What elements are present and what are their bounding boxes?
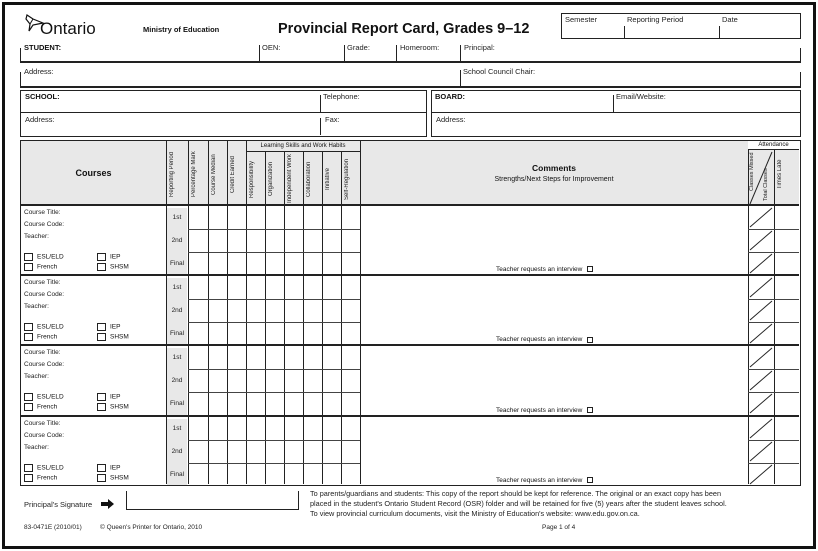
checkbox-label: ESL/ELD bbox=[37, 253, 64, 261]
checkbox-label: SHSM bbox=[110, 404, 129, 412]
period-divider bbox=[188, 369, 360, 370]
collaboration-header: Collaboration bbox=[306, 161, 312, 197]
board-address-label: Address: bbox=[436, 115, 466, 124]
checkbox-label: ESL/ELD bbox=[37, 394, 64, 402]
attendance-slash-icon bbox=[748, 322, 774, 345]
arrow-right-icon bbox=[101, 499, 115, 509]
checkbox-label: SHSM bbox=[110, 333, 129, 341]
attendance-slash-icon bbox=[748, 229, 774, 252]
ministry-name: Ministry of Education bbox=[143, 25, 220, 34]
responsibility-header: Responsibility bbox=[249, 160, 255, 198]
checkbox-french[interactable] bbox=[24, 474, 57, 482]
checkbox-shsm[interactable] bbox=[97, 333, 129, 341]
course-title-label: Course Title: bbox=[24, 419, 61, 427]
period-label: 1st bbox=[172, 214, 182, 221]
period-label: 2nd bbox=[171, 447, 183, 455]
checkbox-iep[interactable] bbox=[97, 464, 120, 472]
teacher-label: Teacher: bbox=[24, 303, 49, 311]
checkbox-box[interactable] bbox=[97, 403, 106, 411]
divider bbox=[800, 72, 801, 86]
reporting-period-label: Reporting Period bbox=[627, 15, 684, 24]
student-address-label: Address: bbox=[24, 67, 54, 76]
checkbox-box[interactable] bbox=[24, 323, 33, 331]
student-label: STUDENT: bbox=[24, 43, 62, 52]
interview-label: Teacher requests an interview bbox=[496, 336, 583, 344]
checkbox-esl-eld[interactable] bbox=[24, 323, 64, 331]
semester-label: Semester bbox=[565, 15, 598, 24]
lswh-header: Learning Skills and Work Habits bbox=[246, 141, 360, 152]
period-label: Final bbox=[169, 400, 185, 408]
divider bbox=[20, 61, 801, 63]
attendance-header: Attendance bbox=[748, 141, 799, 150]
telephone-label: Telephone: bbox=[323, 92, 360, 101]
checkbox-label: IEP bbox=[110, 253, 121, 261]
checkbox-label: French bbox=[37, 404, 58, 412]
checkbox-shsm[interactable] bbox=[97, 403, 129, 411]
checkbox-box[interactable] bbox=[97, 323, 106, 331]
attendance-slash-icon bbox=[748, 463, 774, 486]
checkbox-label: SHSM bbox=[110, 474, 129, 482]
signature-label: Principal's Signature bbox=[24, 500, 93, 509]
checkbox-box[interactable] bbox=[24, 253, 33, 261]
teacher-interview-request[interactable] bbox=[496, 407, 593, 414]
notice-line-1: To parents/guardians and students: This copy of the report should be kept for reference. The original or an exact copy has been bbox=[310, 489, 722, 498]
checkbox-label: French bbox=[37, 263, 58, 271]
teacher-interview-request[interactable] bbox=[496, 266, 593, 273]
checkbox-box[interactable] bbox=[24, 464, 33, 472]
classes-missed-header: Classes Missed bbox=[749, 152, 755, 192]
divider bbox=[719, 26, 720, 38]
checkbox-label: ESL/ELD bbox=[37, 323, 64, 331]
page-title: Provincial Report Card, Grades 9–12 bbox=[278, 21, 530, 37]
course-code-label: Course Code: bbox=[24, 291, 65, 299]
school-address-label: Address: bbox=[25, 115, 55, 124]
signature-field[interactable] bbox=[126, 491, 299, 510]
checkbox-box[interactable] bbox=[24, 403, 33, 411]
checkbox-french[interactable] bbox=[24, 333, 57, 341]
notice-line-2: placed in the student's Ontario Student Record (OSR) folder and will be retained for five (5) years after the student leaves school. bbox=[310, 499, 727, 508]
attendance-slash-icon bbox=[748, 417, 774, 440]
period-label: 2nd bbox=[171, 307, 183, 315]
checkbox-box[interactable] bbox=[97, 474, 106, 482]
self-regulation-header: Self-Regulation bbox=[344, 158, 350, 200]
attendance-slash-icon bbox=[748, 150, 774, 206]
comments-subheader: Strengths/Next Steps for Improvement bbox=[494, 176, 614, 183]
checkbox-label: ESL/ELD bbox=[37, 464, 64, 472]
page-number: Page 1 of 4 bbox=[542, 524, 576, 531]
period-divider bbox=[188, 463, 360, 464]
period-label: Final bbox=[169, 470, 185, 478]
course-row bbox=[21, 346, 799, 416]
checkbox-iep[interactable] bbox=[97, 253, 120, 261]
times-late-header: Times Late bbox=[777, 159, 783, 190]
email-label: Email/Website: bbox=[616, 92, 666, 101]
courses-header: Courses bbox=[75, 168, 112, 178]
interview-checkbox[interactable] bbox=[587, 266, 593, 272]
checkbox-label: SHSM bbox=[110, 263, 129, 271]
divider bbox=[20, 86, 801, 88]
period-label: Final bbox=[169, 330, 185, 338]
attendance-slash-icon bbox=[748, 206, 774, 229]
course-code-label: Course Code: bbox=[24, 361, 65, 369]
reporting-period-header: Reporting Period bbox=[169, 151, 175, 198]
divider bbox=[20, 112, 427, 113]
divider bbox=[800, 48, 801, 62]
principal-label: Principal: bbox=[464, 43, 495, 52]
checkbox-esl-eld[interactable] bbox=[24, 253, 64, 261]
council-chair-label: School Council Chair: bbox=[463, 67, 536, 76]
checkbox-box[interactable] bbox=[24, 333, 33, 341]
ontario-logo bbox=[24, 13, 104, 37]
divider bbox=[20, 72, 21, 86]
period-divider bbox=[188, 299, 360, 300]
course-row bbox=[21, 276, 799, 346]
board-label: BOARD: bbox=[435, 92, 465, 101]
notice-line-3: To view provincial curriculum documents, visit the Ministry of Education's website: www.edu.gov.on.ca. bbox=[310, 509, 640, 518]
checkbox-box[interactable] bbox=[97, 464, 106, 472]
teacher-interview-request[interactable] bbox=[496, 336, 593, 343]
organization-header: Organization bbox=[268, 161, 274, 197]
course-median-header: Course Median bbox=[211, 154, 217, 195]
checkbox-iep[interactable] bbox=[97, 323, 120, 331]
teacher-label: Teacher: bbox=[24, 443, 49, 451]
interview-checkbox[interactable] bbox=[587, 477, 593, 483]
checkbox-box[interactable] bbox=[97, 333, 106, 341]
checkbox-label: French bbox=[37, 333, 58, 341]
period-divider bbox=[188, 322, 360, 323]
period-label: 2nd bbox=[171, 237, 183, 244]
divider bbox=[259, 45, 260, 61]
checkbox-label: IEP bbox=[110, 323, 121, 331]
checkbox-shsm[interactable] bbox=[97, 474, 129, 482]
fax-label: Fax: bbox=[325, 115, 340, 124]
date-label: Date bbox=[722, 15, 738, 24]
divider bbox=[396, 45, 397, 61]
course-title-label: Course Title: bbox=[24, 279, 61, 287]
course-row bbox=[21, 417, 799, 487]
period-divider bbox=[188, 392, 360, 393]
comments-header: Comments bbox=[532, 163, 576, 173]
interview-label: Teacher requests an interview bbox=[496, 266, 583, 274]
period-label: 1st bbox=[172, 424, 182, 432]
checkbox-label: IEP bbox=[110, 394, 121, 402]
checkbox-french[interactable] bbox=[24, 263, 57, 271]
teacher-label: Teacher: bbox=[24, 373, 49, 381]
interview-checkbox[interactable] bbox=[587, 337, 593, 343]
checkbox-box[interactable] bbox=[24, 263, 33, 271]
divider bbox=[460, 70, 461, 86]
course-code-label: Course Code: bbox=[24, 221, 65, 228]
interview-label: Teacher requests an interview bbox=[496, 476, 583, 484]
copyright: © Queen's Printer for Ontario, 2010 bbox=[100, 524, 203, 531]
period-divider bbox=[188, 440, 360, 441]
attendance-slash-icon bbox=[748, 346, 774, 369]
total-classes-header: Total Classes bbox=[763, 168, 769, 202]
attendance-slash-icon bbox=[748, 369, 774, 392]
checkbox-label: French bbox=[37, 474, 58, 482]
period-label: 2nd bbox=[171, 377, 183, 385]
school-box bbox=[20, 90, 427, 137]
checkbox-box[interactable] bbox=[24, 474, 33, 482]
period-label: 1st bbox=[172, 354, 182, 362]
grade-label: Grade: bbox=[347, 43, 370, 52]
checkbox-esl-eld[interactable] bbox=[24, 464, 64, 472]
teacher-interview-request[interactable] bbox=[496, 477, 593, 484]
divider bbox=[624, 26, 625, 38]
divider bbox=[246, 141, 247, 152]
teacher-label: Teacher: bbox=[24, 233, 49, 240]
attendance-slash-icon bbox=[748, 440, 774, 463]
interview-checkbox[interactable] bbox=[587, 407, 593, 413]
attendance-slash-icon bbox=[748, 299, 774, 322]
credit-earned-header: Credit Earned bbox=[230, 155, 236, 194]
course-row bbox=[21, 206, 799, 276]
school-label: SCHOOL: bbox=[25, 92, 60, 101]
course-code-label: Course Code: bbox=[24, 431, 65, 439]
divider bbox=[320, 118, 321, 135]
period-label: 1st bbox=[172, 284, 182, 292]
course-title-label: Course Title: bbox=[24, 349, 61, 357]
divider bbox=[320, 95, 321, 112]
checkbox-esl-eld[interactable] bbox=[24, 393, 64, 401]
attendance-slash-icon bbox=[748, 252, 774, 275]
checkbox-shsm[interactable] bbox=[97, 263, 129, 271]
checkbox-box[interactable] bbox=[97, 253, 106, 261]
checkbox-french[interactable] bbox=[24, 403, 57, 411]
checkbox-iep[interactable] bbox=[97, 393, 120, 401]
checkbox-box[interactable] bbox=[24, 393, 33, 401]
checkbox-box[interactable] bbox=[97, 393, 106, 401]
courses-table bbox=[20, 140, 801, 486]
period-divider bbox=[188, 229, 360, 230]
divider bbox=[431, 112, 801, 113]
divider bbox=[613, 95, 614, 112]
initiative-header: Initiative bbox=[325, 168, 331, 191]
independent-work-header: Independent Work bbox=[287, 154, 293, 204]
checkbox-label: IEP bbox=[110, 464, 121, 472]
attendance-slash-icon bbox=[748, 392, 774, 415]
checkbox-box[interactable] bbox=[97, 263, 106, 271]
logo-text: Ontario bbox=[40, 19, 96, 38]
period-divider bbox=[188, 252, 360, 253]
oen-label: OEN: bbox=[262, 43, 281, 52]
form-number: 83-0471E (2010/01) bbox=[24, 524, 82, 531]
attendance-slash-icon bbox=[748, 276, 774, 299]
period-label: Final bbox=[169, 260, 185, 267]
divider bbox=[460, 45, 461, 61]
percentage-mark-header: Percentage Mark bbox=[191, 151, 197, 198]
divider bbox=[20, 48, 21, 62]
divider bbox=[344, 45, 345, 61]
course-title-label: Course Title: bbox=[24, 209, 61, 216]
homeroom-label: Homeroom: bbox=[400, 43, 440, 52]
interview-label: Teacher requests an interview bbox=[496, 406, 583, 414]
